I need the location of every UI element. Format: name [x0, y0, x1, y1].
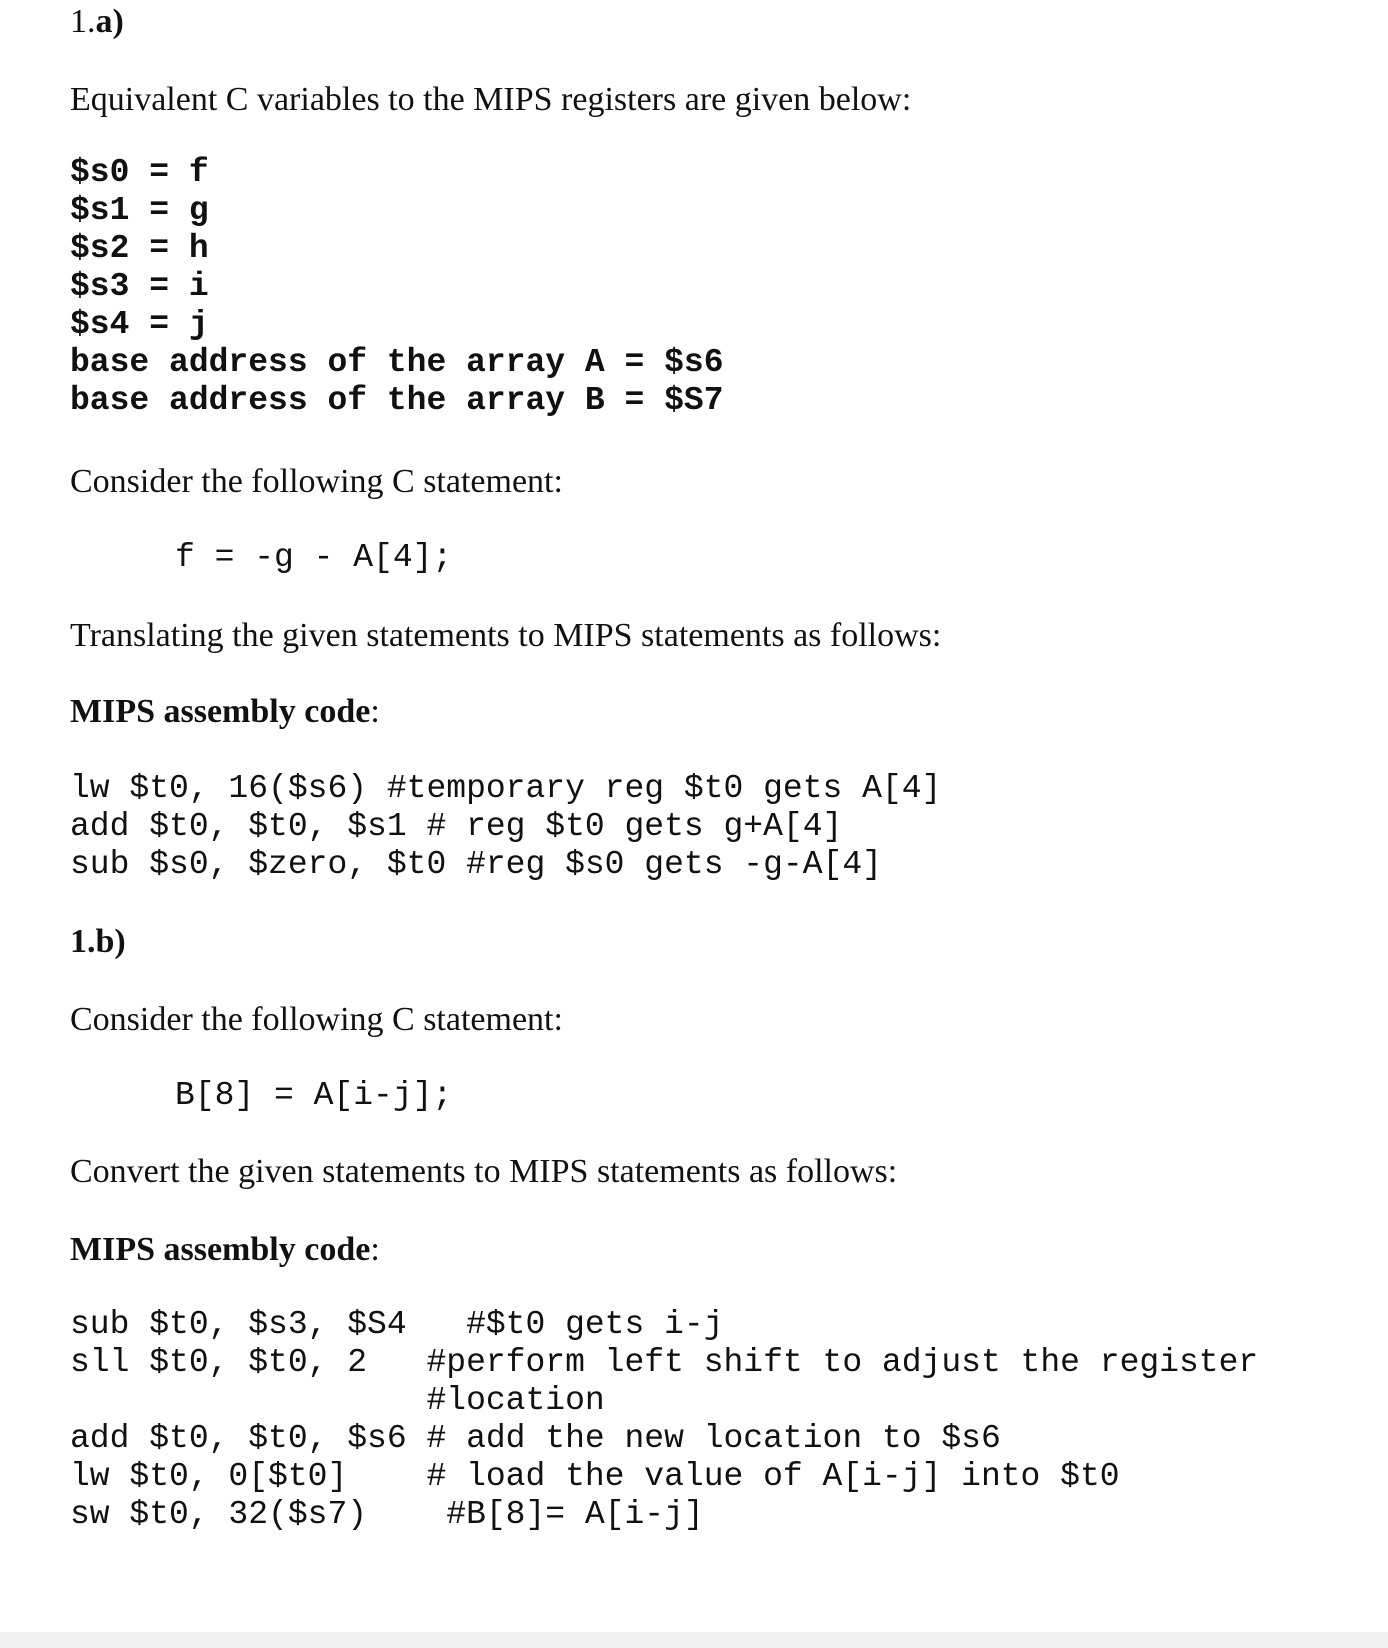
heading-letter: a) — [95, 3, 124, 40]
register-line: base address of the array A = $s6 — [70, 344, 724, 381]
section-heading-1b: 1.b) — [70, 923, 126, 960]
mips-code-block-a — [70, 770, 941, 884]
heading-number: 1. — [70, 3, 96, 40]
code-label-text: MIPS assembly code — [70, 1231, 371, 1268]
consider-paragraph-a: Consider the following C statement: — [70, 463, 563, 500]
code-line: add $t0, $t0, $s6 # add the new location to $s6 — [70, 1420, 1001, 1457]
code-line: lw $t0, 0[$t0] # load the value of A[i-j] into $t0 — [70, 1458, 1120, 1495]
code-line: sub $t0, $s3, $S4 #$t0 gets i-j — [70, 1306, 724, 1343]
c-statement-b: B[8] = A[i-j]; — [175, 1077, 453, 1114]
register-line: $s2 = h — [70, 230, 209, 267]
code-label-a — [70, 692, 380, 732]
code-line: sw $t0, 32($s7) #B[8]= A[i-j] — [70, 1496, 704, 1533]
code-label-colon: : — [370, 693, 380, 730]
code-line: add $t0, $t0, $s1 # reg $t0 gets g+A[4] — [70, 808, 843, 845]
register-line: base address of the array B = $S7 — [70, 382, 724, 419]
code-line: sub $s0, $zero, $t0 #reg $s0 gets -g-A[4] — [70, 846, 882, 883]
register-line: $s0 = f — [70, 154, 209, 191]
register-line: $s4 = j — [70, 306, 209, 343]
code-label-colon: : — [370, 1231, 380, 1268]
register-map — [70, 154, 724, 420]
code-line: lw $t0, 16($s6) #temporary reg $t0 gets A[4] — [70, 770, 942, 807]
code-line: sll $t0, $t0, 2 #perform left shift to adjust the register — [70, 1344, 1259, 1381]
bottom-edge-bar — [0, 1632, 1388, 1648]
mips-code-block-b — [70, 1306, 1258, 1534]
code-line: #location — [70, 1382, 605, 1419]
consider-paragraph-b: Consider the following C statement: — [70, 1001, 563, 1038]
register-line: $s1 = g — [70, 192, 209, 229]
section-heading-1a — [70, 2, 124, 42]
code-label-text: MIPS assembly code — [70, 693, 371, 730]
intro-paragraph: Equivalent C variables to the MIPS registers are given below: — [70, 81, 912, 118]
code-label-b — [70, 1230, 380, 1270]
convert-paragraph: Convert the given statements to MIPS statements as follows: — [70, 1153, 898, 1190]
translating-paragraph: Translating the given statements to MIPS statements as follows: — [70, 617, 942, 654]
register-line: $s3 = i — [70, 268, 209, 305]
c-statement-a: f = -g - A[4]; — [175, 539, 453, 576]
